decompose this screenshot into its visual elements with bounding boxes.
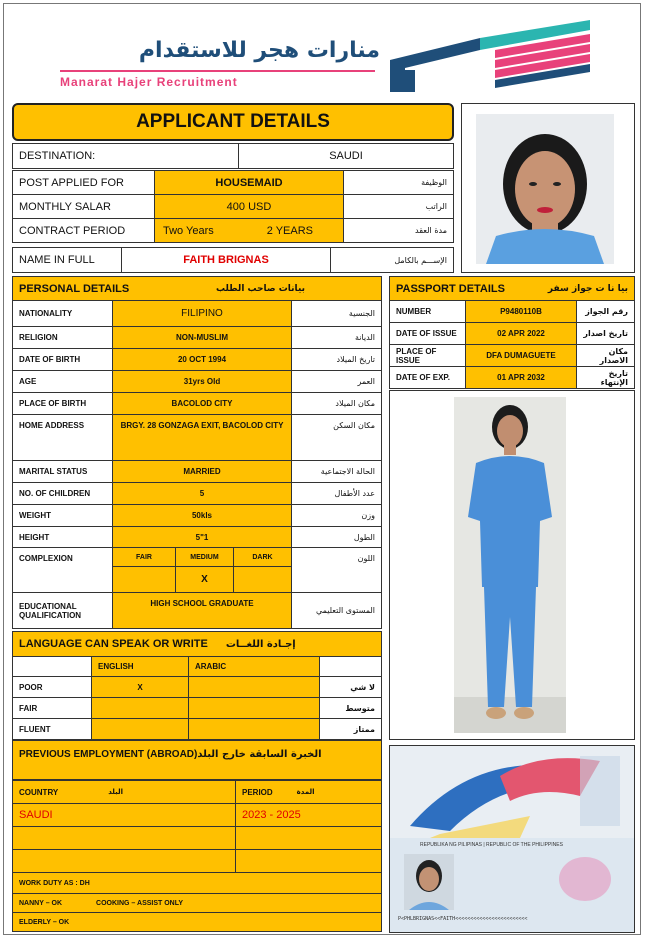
passport-row-arabic-label: مكان الاصدار <box>576 344 635 367</box>
duty-elderly: ELDERLY – OK <box>19 918 70 926</box>
personal-row-label: NATIONALITY <box>12 300 113 327</box>
personal-row-value: BACOLOD CITY <box>112 392 292 415</box>
employment-empty-row-1-period <box>235 826 382 850</box>
personal-row-value: 5"1 <box>112 526 292 548</box>
language-row-english <box>91 697 189 719</box>
page-title-text: APPLICANT DETAILS <box>136 111 330 132</box>
duty-row-1 <box>12 893 382 913</box>
personal-row-arabic-label: الحالة الاجتماعية <box>291 460 382 483</box>
contract-value-text: Two Years <box>163 224 214 237</box>
passport-bio-page <box>390 838 635 933</box>
passport-details-heading <box>389 276 635 301</box>
country-arabic-label: البلد <box>108 788 124 796</box>
passport-flag-page-icon <box>390 746 635 838</box>
language-row-label: POOR <box>12 676 92 698</box>
language-row-arabic-label: لا شي <box>319 676 382 698</box>
language-heading-arabic: إجـادة اللغــات <box>225 638 296 650</box>
personal-row-label: HOME ADDRESS <box>12 414 113 461</box>
country-label: COUNTRY <box>19 787 59 797</box>
language-row-arabic-level <box>188 676 320 698</box>
personal-row-label: PLACE OF BIRTH <box>12 392 113 415</box>
name-label: NAME IN FULL <box>12 247 122 273</box>
complexion-label: COMPLEXION <box>12 547 113 593</box>
country-column-header <box>12 780 236 804</box>
personal-heading-arabic: بيانات صاحب الطلب <box>215 283 305 294</box>
contract-arabic-label: مدة العقد <box>343 218 454 243</box>
passport-row-label: DATE OF ISSUE <box>389 322 466 345</box>
personal-row-arabic-label: مكان الميلاد <box>291 392 382 415</box>
personal-row-value: 20 OCT 1994 <box>112 348 292 371</box>
personal-row-value: 31yrs Old <box>112 370 292 393</box>
salary-label: MONTHLY SALAR <box>12 194 155 219</box>
name-value: FAITH BRIGNAS <box>121 247 331 273</box>
personal-row-arabic-label: الديانة <box>291 326 382 349</box>
duty-nanny: NANNY – OK <box>19 899 63 907</box>
page-title <box>12 103 454 141</box>
complexion-fair: FAIR <box>112 547 176 567</box>
contract-value-years: 2 YEARS <box>266 224 313 237</box>
complexion-medium: MEDIUM <box>175 547 234 567</box>
personal-row-label: HEIGHT <box>12 526 113 548</box>
personal-heading-text: PERSONAL DETAILS <box>19 282 130 295</box>
employment-empty-row-2-country <box>12 849 236 873</box>
employment-empty-row-2-period <box>235 849 382 873</box>
full-body-photo-frame <box>389 390 635 740</box>
education-arabic-label: المستوى التعليمي <box>291 592 382 629</box>
complexion-fair-mark <box>112 566 176 593</box>
personal-row-arabic-label: عدد الأطفال <box>291 482 382 505</box>
personal-row-label: DATE OF BIRTH <box>12 348 113 371</box>
logo-english-text: Manarat Hajer Recruitment <box>60 75 238 89</box>
passport-row-value: P9480110B <box>465 300 577 323</box>
language-heading-text: LANGUAGE CAN SPEAK OR WRITE <box>19 638 208 650</box>
salary-arabic-label: الراتب <box>343 194 454 219</box>
passport-holder-photo <box>404 854 454 910</box>
complexion-dark-mark <box>233 566 292 593</box>
passport-row-label: PLACE OF ISSUE <box>389 344 466 367</box>
personal-row-value: 50kls <box>112 504 292 527</box>
language-col-blank <box>319 656 382 677</box>
personal-row-label: WEIGHT <box>12 504 113 527</box>
language-heading <box>12 631 382 657</box>
passport-row-value: 01 APR 2032 <box>465 366 577 389</box>
logo-underline <box>60 70 375 72</box>
salary-value: 400 USD <box>154 194 344 219</box>
post-label: POST APPLIED FOR <box>12 170 155 195</box>
logo-arabic-text: منارات هجر للاستقدام <box>138 38 380 63</box>
duty-row-2 <box>12 912 382 932</box>
complexion-arabic-label: اللون <box>291 547 382 593</box>
passport-row-label: DATE OF EXP. <box>389 366 466 389</box>
photo-frame <box>461 103 635 273</box>
passport-row-value: 02 APR 2022 <box>465 322 577 345</box>
language-row-label: FLUENT <box>12 718 92 740</box>
personal-row-label: MARITAL STATUS <box>12 460 113 483</box>
house-logo-icon <box>385 20 600 95</box>
employment-empty-row-1-country <box>12 826 236 850</box>
post-value: HOUSEMAID <box>154 170 344 195</box>
employment-heading-text: PREVIOUS EMPLOYMENT (ABROAD) <box>19 749 198 760</box>
language-corner <box>12 656 92 677</box>
complexion-dark: DARK <box>233 547 292 567</box>
passport-scan-header: REPUBLIKA NG PILIPINAS | REPUBLIC OF THE PHILIPPINES <box>420 842 563 848</box>
work-duty-row <box>12 872 382 894</box>
personal-row-arabic-label: العمر <box>291 370 382 393</box>
destination-value: SAUDI <box>238 143 454 169</box>
language-row-label: FAIR <box>12 697 92 719</box>
language-row-arabic-level <box>188 697 320 719</box>
personal-row-arabic-label: تاريخ الميلاد <box>291 348 382 371</box>
company-logo <box>55 20 600 95</box>
duty-cooking: COOKING – ASSIST ONLY <box>96 899 184 907</box>
period-label: PERIOD <box>242 787 273 797</box>
language-col-english: ENGLISH <box>91 656 189 677</box>
passport-row-arabic-label: تاريخ الإنتهاء <box>576 366 635 389</box>
personal-row-label: AGE <box>12 370 113 393</box>
passport-heading-arabic: بيا نا ت جواز سفر <box>547 283 628 294</box>
passport-scan-image <box>389 745 635 933</box>
language-row-arabic-level <box>188 718 320 740</box>
personal-row-label: NO. OF CHILDREN <box>12 482 113 505</box>
personal-row-arabic-label: وزن <box>291 504 382 527</box>
language-row-arabic-label: متوسط <box>319 697 382 719</box>
name-arabic-label: الإســـم بالكامل <box>330 247 454 273</box>
destination-label: DESTINATION: <box>12 143 239 169</box>
work-duty-heading: WORK DUTY AS : DH <box>19 879 90 887</box>
language-row-english: X <box>91 676 189 698</box>
passport-heading-text: PASSPORT DETAILS <box>396 282 505 295</box>
contract-label: CONTRACT PERIOD <box>12 218 155 243</box>
personal-row-value: BRGY. 28 GONZAGA EXIT, BACOLOD CITY <box>112 414 292 461</box>
employment-heading-arabic: الخبرة السابقة خارج البلد <box>197 749 322 760</box>
language-row-english <box>91 718 189 740</box>
education-label: EDUCATIONAL QUALIFICATION <box>12 592 113 629</box>
personal-row-value: NON-MUSLIM <box>112 326 292 349</box>
personal-row-arabic-label: مكان السكن <box>291 414 382 461</box>
employment-country-value: SAUDI <box>12 803 236 827</box>
personal-row-value: FILIPINO <box>112 300 292 327</box>
passport-row-arabic-label: رقم الجواز <box>576 300 635 323</box>
contract-value <box>154 218 344 243</box>
post-arabic-label: الوظيفة <box>343 170 454 195</box>
period-arabic-label: المدة <box>296 788 315 796</box>
employment-heading <box>12 740 382 780</box>
employment-period-value: 2023 - 2025 <box>235 803 382 827</box>
passport-row-arabic-label: تاريخ اصدار <box>576 322 635 345</box>
applicant-full-body-photo <box>454 397 566 733</box>
personal-row-arabic-label: الجنسية <box>291 300 382 327</box>
passport-row-value: DFA DUMAGUETE <box>465 344 577 367</box>
complexion-medium-mark: X <box>175 566 234 593</box>
personal-row-label: RELIGION <box>12 326 113 349</box>
personal-details-heading <box>12 276 382 301</box>
personal-row-arabic-label: الطول <box>291 526 382 548</box>
education-value: HIGH SCHOOL GRADUATE <box>112 592 292 629</box>
passport-mrz-line: P<PHLBRIGNAS<<FAITH<<<<<<<<<<<<<<<<<<<<<<<< <box>398 916 528 922</box>
language-col-arabic: ARABIC <box>188 656 320 677</box>
personal-row-value: MARRIED <box>112 460 292 483</box>
period-column-header <box>235 780 382 804</box>
passport-hologram-icon <box>555 854 615 904</box>
personal-row-value: 5 <box>112 482 292 505</box>
language-row-arabic-label: ممتاز <box>319 718 382 740</box>
passport-row-label: NUMBER <box>389 300 466 323</box>
applicant-portrait-photo <box>476 114 614 264</box>
